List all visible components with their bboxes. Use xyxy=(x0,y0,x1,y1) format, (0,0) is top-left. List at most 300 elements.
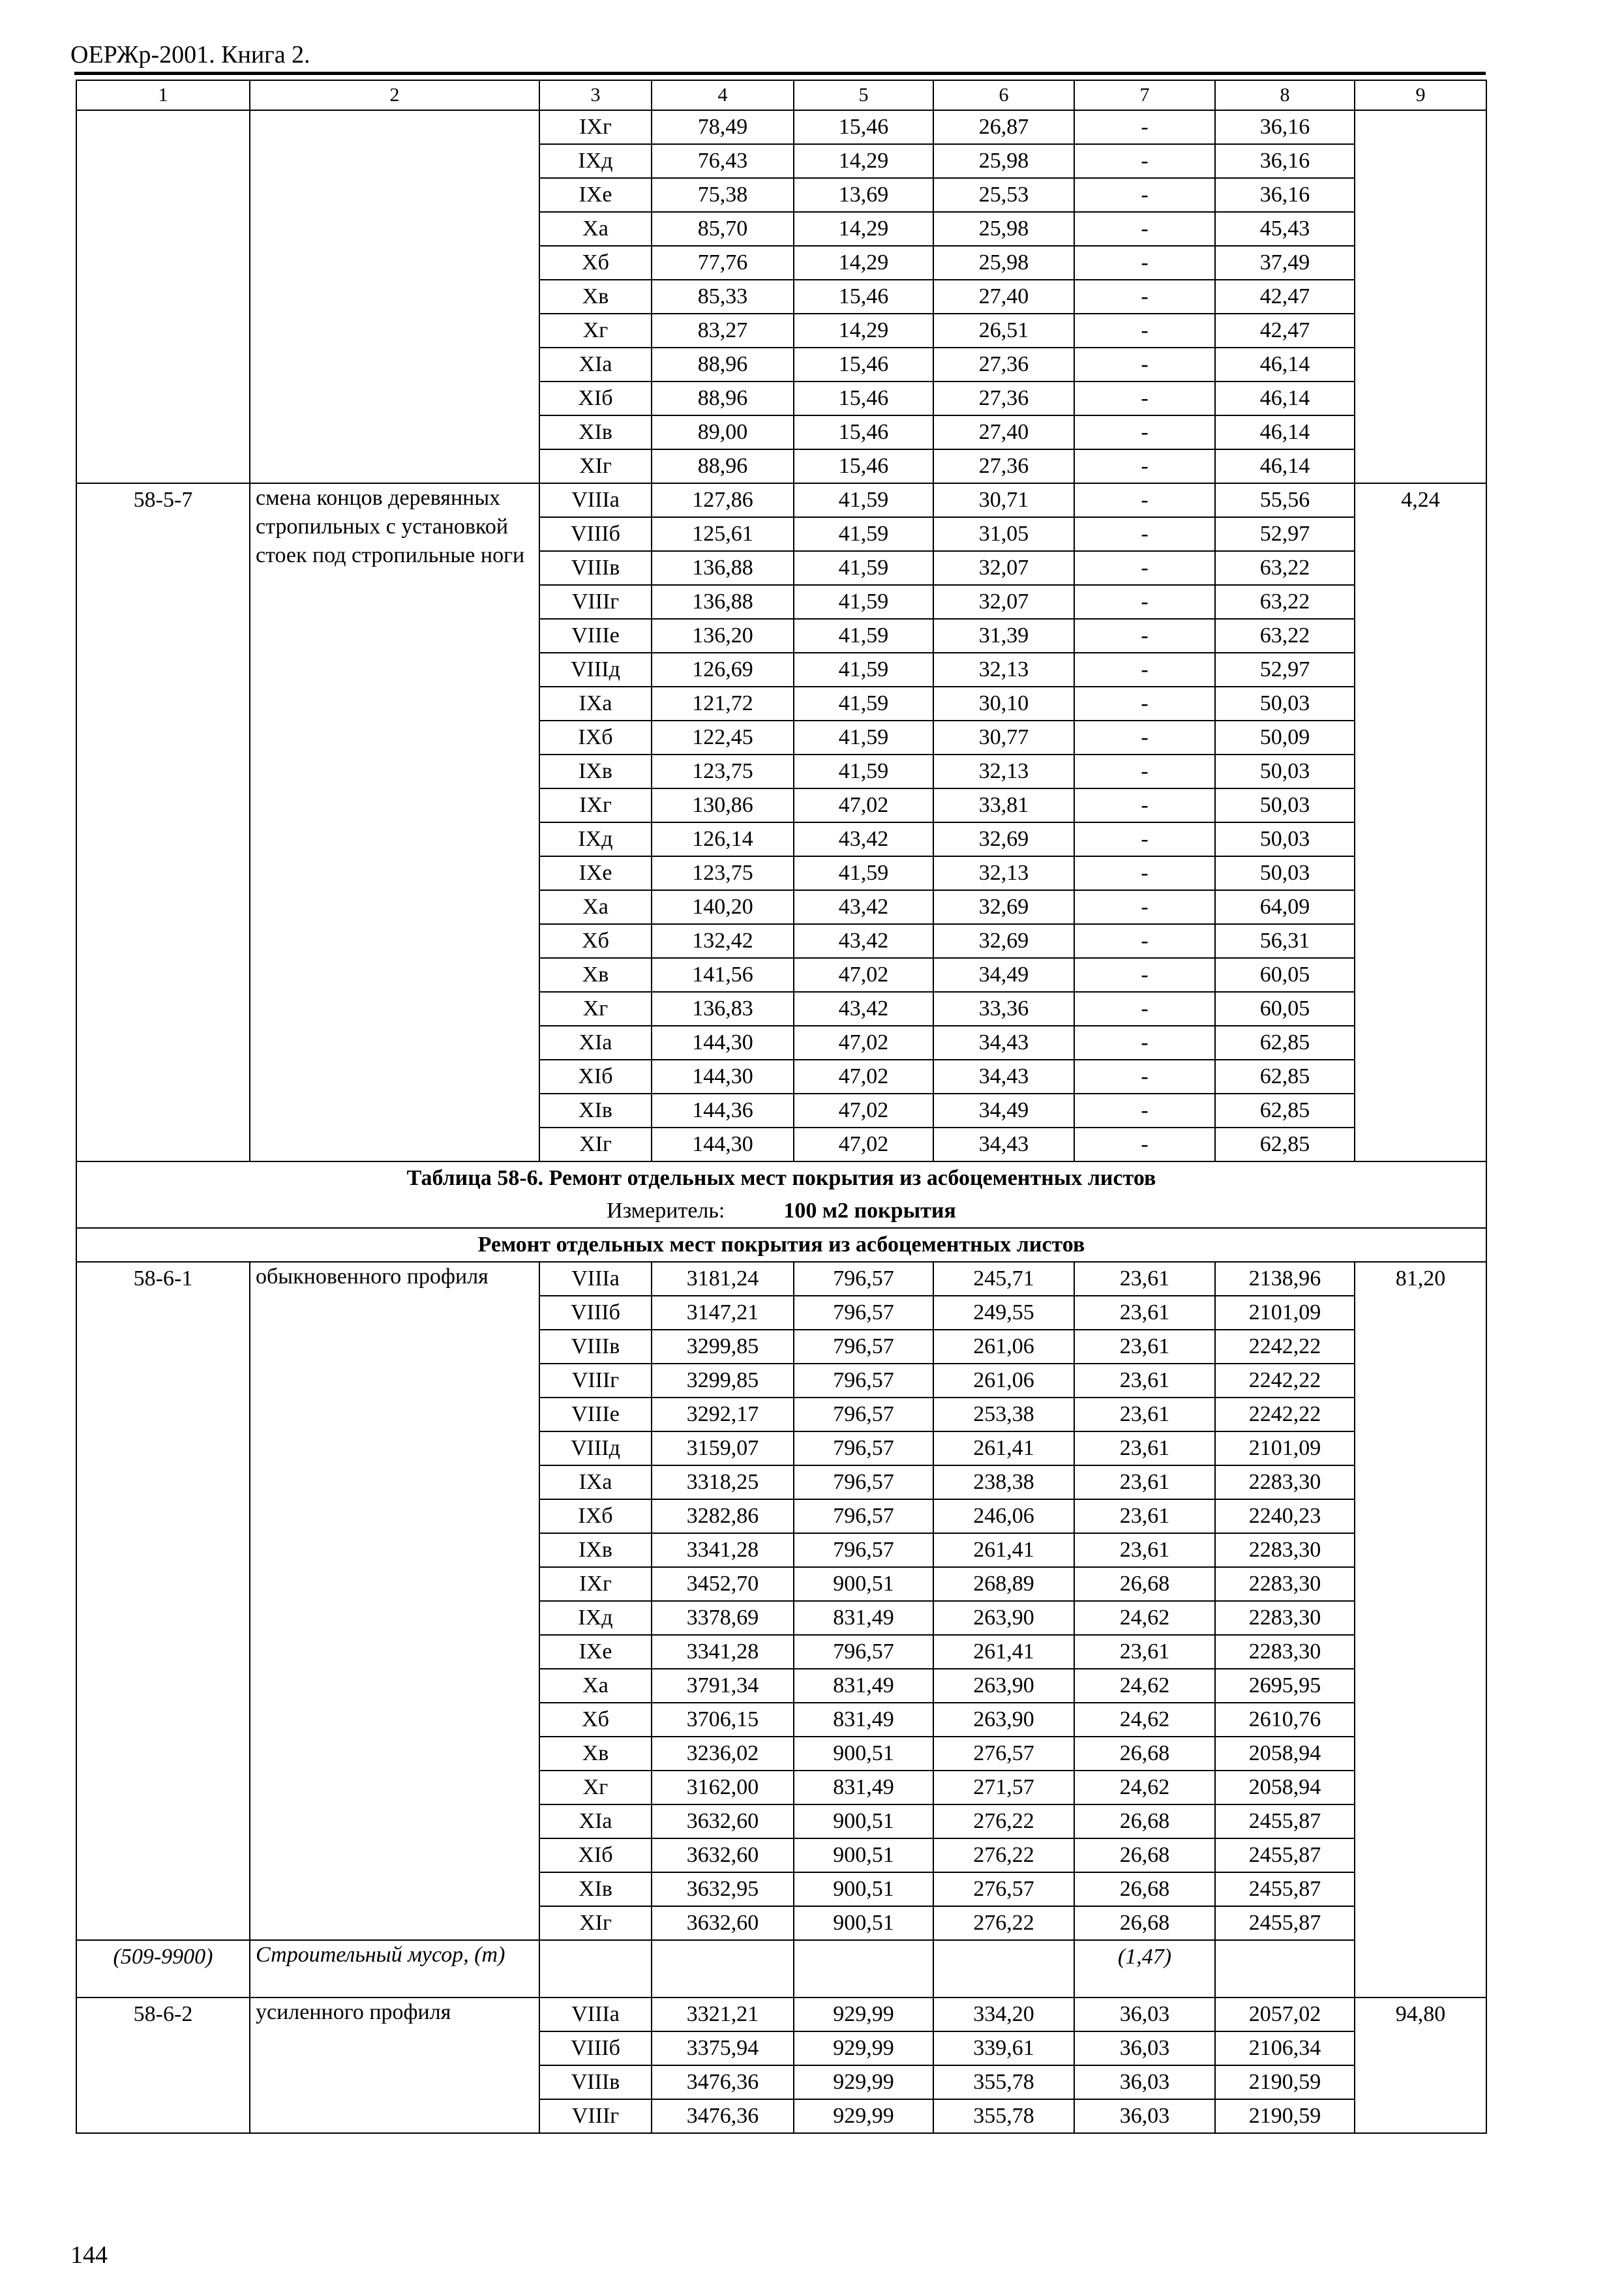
machine-cost-cell: 355,78 xyxy=(933,2065,1074,2099)
machine-cost-cell: 271,57 xyxy=(933,1771,1074,1804)
zone-cell: ХIб xyxy=(539,1060,652,1094)
machine-cost-cell: 30,77 xyxy=(933,721,1074,755)
zone-cell: VIIIг xyxy=(539,2099,652,2133)
machine-cost-cell: 30,10 xyxy=(933,687,1074,721)
item-description: обыкновенного профиля xyxy=(250,1262,539,1940)
total-cost-cell: 3632,60 xyxy=(652,1906,794,1940)
material-cost-cell: 46,14 xyxy=(1215,449,1355,483)
zone-cell: VIIIв xyxy=(539,551,652,585)
material-cost-cell: 2610,76 xyxy=(1215,1703,1355,1737)
column-number: 2 xyxy=(250,80,539,110)
labor-cost-cell: 14,29 xyxy=(794,314,933,348)
material-cost-cell: 42,47 xyxy=(1215,314,1355,348)
price-table-body xyxy=(76,80,1486,2133)
zone-cell: Ха xyxy=(539,1669,652,1703)
material-cost-cell: 2455,87 xyxy=(1215,1838,1355,1872)
machine-cost-cell: 263,90 xyxy=(933,1601,1074,1635)
zone-cell: IХа xyxy=(539,1465,652,1499)
material-cost-cell: 36,16 xyxy=(1215,144,1355,178)
material-cost-cell: 2106,34 xyxy=(1215,2031,1355,2065)
zone-cell: VIIIг xyxy=(539,1364,652,1398)
labor-cost-cell: 900,51 xyxy=(794,1838,933,1872)
operator-wage-cell: - xyxy=(1074,280,1215,314)
zone-cell: Хв xyxy=(539,958,652,992)
operator-wage-cell: - xyxy=(1074,314,1215,348)
zone-cell: ХIв xyxy=(539,415,652,449)
zone-cell: ХIа xyxy=(539,348,652,382)
labor-cost-cell: 929,99 xyxy=(794,2099,933,2133)
total-cost-cell: 3476,36 xyxy=(652,2099,794,2133)
zone-cell: IХд xyxy=(539,1601,652,1635)
total-cost-cell: 144,30 xyxy=(652,1128,794,1161)
material-cost-cell: 36,16 xyxy=(1215,178,1355,212)
empty-cell xyxy=(539,1940,652,1997)
zone-cell: VIIIг xyxy=(539,585,652,619)
machine-cost-cell: 27,36 xyxy=(933,382,1074,415)
labor-cost-cell: 14,29 xyxy=(794,144,933,178)
operator-wage-cell: 26,68 xyxy=(1074,1872,1215,1906)
material-cost-cell: 2101,09 xyxy=(1215,1296,1355,1330)
machine-cost-cell: 32,69 xyxy=(933,924,1074,958)
zone-cell: IХб xyxy=(539,721,652,755)
total-cost-cell: 125,61 xyxy=(652,517,794,551)
material-cost-cell: 50,03 xyxy=(1215,755,1355,788)
zone-cell: ХIб xyxy=(539,1838,652,1872)
operator-wage-cell: - xyxy=(1074,382,1215,415)
measure-row xyxy=(76,1195,1486,1228)
labor-cost-cell: 796,57 xyxy=(794,1398,933,1431)
section-subtitle: Ремонт отдельных мест покрытия из асбоцементных листов xyxy=(76,1228,1486,1262)
total-cost-cell: 121,72 xyxy=(652,687,794,721)
machine-cost-cell: 276,57 xyxy=(933,1872,1074,1906)
total-cost-cell: 88,96 xyxy=(652,449,794,483)
material-cost-cell: 2242,22 xyxy=(1215,1330,1355,1364)
total-cost-cell: 126,69 xyxy=(652,653,794,687)
zone-cell: ХIв xyxy=(539,1872,652,1906)
column-number: 6 xyxy=(933,80,1074,110)
machine-cost-cell: 276,57 xyxy=(933,1737,1074,1771)
machine-cost-cell: 32,13 xyxy=(933,653,1074,687)
column-number: 8 xyxy=(1215,80,1355,110)
material-cost-cell: 36,16 xyxy=(1215,110,1355,144)
operator-wage-cell: - xyxy=(1074,992,1215,1026)
machine-cost-cell: 261,41 xyxy=(933,1431,1074,1465)
total-cost-cell: 89,00 xyxy=(652,415,794,449)
labor-cost-cell: 929,99 xyxy=(794,2065,933,2099)
total-cost-cell: 126,14 xyxy=(652,822,794,856)
material-cost-cell: 46,14 xyxy=(1215,348,1355,382)
zone-cell: IХе xyxy=(539,1635,652,1669)
total-cost-cell: 3318,25 xyxy=(652,1465,794,1499)
total-cost-cell: 123,75 xyxy=(652,856,794,890)
material-cost-cell: 50,03 xyxy=(1215,822,1355,856)
material-cost-cell: 2190,59 xyxy=(1215,2065,1355,2099)
operator-wage-cell: 26,68 xyxy=(1074,1838,1215,1872)
header-rule xyxy=(74,72,1486,75)
operator-wage-cell: 24,62 xyxy=(1074,1669,1215,1703)
column-number: 3 xyxy=(539,80,652,110)
operator-wage-cell: 26,68 xyxy=(1074,1737,1215,1771)
operator-wage-cell: - xyxy=(1074,348,1215,382)
table-title-row xyxy=(76,1161,1486,1195)
labor-cost-cell: 900,51 xyxy=(794,1906,933,1940)
zone-cell: IХд xyxy=(539,822,652,856)
zone-cell: IХе xyxy=(539,178,652,212)
operator-wage-cell: 26,68 xyxy=(1074,1906,1215,1940)
material-code: (509-9900) xyxy=(76,1940,250,1997)
total-cost-cell: 3147,21 xyxy=(652,1296,794,1330)
labor-cost-cell: 15,46 xyxy=(794,449,933,483)
zone-cell: Хг xyxy=(539,1771,652,1804)
machine-cost-cell: 34,43 xyxy=(933,1060,1074,1094)
material-cost-cell: 2455,87 xyxy=(1215,1906,1355,1940)
machine-cost-cell: 33,36 xyxy=(933,992,1074,1026)
operator-wage-cell: - xyxy=(1074,856,1215,890)
machine-cost-cell: 34,43 xyxy=(933,1128,1074,1161)
material-cost-cell: 63,22 xyxy=(1215,585,1355,619)
material-cost-cell: 62,85 xyxy=(1215,1026,1355,1060)
material-cost-cell: 42,47 xyxy=(1215,280,1355,314)
labor-cost-cell: 41,59 xyxy=(794,517,933,551)
operator-wage-cell: 23,61 xyxy=(1074,1635,1215,1669)
extra-column-value: 81,20 xyxy=(1355,1262,1486,1997)
operator-wage-cell: - xyxy=(1074,822,1215,856)
total-cost-cell: 3632,60 xyxy=(652,1804,794,1838)
zone-cell: Хг xyxy=(539,992,652,1026)
machine-cost-cell: 32,07 xyxy=(933,585,1074,619)
operator-wage-cell: - xyxy=(1074,415,1215,449)
zone-cell: VIIIа xyxy=(539,1262,652,1296)
labor-cost-cell: 831,49 xyxy=(794,1601,933,1635)
material-cost-cell: 50,09 xyxy=(1215,721,1355,755)
labor-cost-cell: 14,29 xyxy=(794,246,933,280)
labor-cost-cell: 14,29 xyxy=(794,212,933,246)
total-cost-cell: 88,96 xyxy=(652,382,794,415)
labor-cost-cell: 831,49 xyxy=(794,1703,933,1737)
machine-cost-cell: 355,78 xyxy=(933,2099,1074,2133)
total-cost-cell: 136,20 xyxy=(652,619,794,653)
total-cost-cell: 3159,07 xyxy=(652,1431,794,1465)
total-cost-cell: 141,56 xyxy=(652,958,794,992)
labor-cost-cell: 900,51 xyxy=(794,1567,933,1601)
zone-cell: VIIIб xyxy=(539,2031,652,2065)
zone-cell: IХд xyxy=(539,144,652,178)
machine-cost-cell: 246,06 xyxy=(933,1499,1074,1533)
labor-cost-cell: 41,59 xyxy=(794,856,933,890)
machine-cost-cell: 276,22 xyxy=(933,1906,1074,1940)
machine-cost-cell: 263,90 xyxy=(933,1703,1074,1737)
table-title: Таблица 58-6. Ремонт отдельных мест покрытия из асбоцементных листов xyxy=(76,1161,1486,1195)
zone-cell: IХб xyxy=(539,1499,652,1533)
material-cost-cell: 56,31 xyxy=(1215,924,1355,958)
operator-wage-cell: - xyxy=(1074,517,1215,551)
table-row xyxy=(76,483,1486,517)
total-cost-cell: 3378,69 xyxy=(652,1601,794,1635)
zone-cell: VIIIв xyxy=(539,1330,652,1364)
empty-cell xyxy=(794,1940,933,1997)
labor-cost-cell: 43,42 xyxy=(794,890,933,924)
machine-cost-cell: 276,22 xyxy=(933,1804,1074,1838)
total-cost-cell: 144,30 xyxy=(652,1026,794,1060)
item-code: 58-6-1 xyxy=(76,1262,250,1940)
total-cost-cell: 3236,02 xyxy=(652,1737,794,1771)
total-cost-cell: 83,27 xyxy=(652,314,794,348)
operator-wage-cell: 23,61 xyxy=(1074,1431,1215,1465)
labor-cost-cell: 41,59 xyxy=(794,721,933,755)
labor-cost-cell: 41,59 xyxy=(794,585,933,619)
zone-cell: Хг xyxy=(539,314,652,348)
zone-cell: ХIг xyxy=(539,449,652,483)
operator-wage-cell: - xyxy=(1074,1060,1215,1094)
labor-cost-cell: 796,57 xyxy=(794,1533,933,1567)
machine-cost-cell: 32,69 xyxy=(933,890,1074,924)
material-cost-cell: 2242,22 xyxy=(1215,1398,1355,1431)
total-cost-cell: 76,43 xyxy=(652,144,794,178)
machine-cost-cell: 334,20 xyxy=(933,1997,1074,2031)
machine-cost-cell: 238,38 xyxy=(933,1465,1074,1499)
operator-wage-cell: 23,61 xyxy=(1074,1262,1215,1296)
extra-column-value: 94,80 xyxy=(1355,1997,1486,2133)
total-cost-cell: 136,88 xyxy=(652,585,794,619)
machine-cost-cell: 25,53 xyxy=(933,178,1074,212)
total-cost-cell: 3299,85 xyxy=(652,1364,794,1398)
labor-cost-cell: 41,59 xyxy=(794,551,933,585)
machine-cost-cell: 32,13 xyxy=(933,856,1074,890)
zone-cell: Хб xyxy=(539,924,652,958)
operator-wage-cell: - xyxy=(1074,212,1215,246)
operator-wage-cell: - xyxy=(1074,653,1215,687)
item-description: усиленного профиля xyxy=(250,1997,539,2133)
total-cost-cell: 3632,60 xyxy=(652,1838,794,1872)
material-cost-cell: 55,56 xyxy=(1215,483,1355,517)
total-cost-cell: 88,96 xyxy=(652,348,794,382)
zone-cell: Ха xyxy=(539,890,652,924)
labor-cost-cell: 831,49 xyxy=(794,1669,933,1703)
total-cost-cell: 3162,00 xyxy=(652,1771,794,1804)
table-row xyxy=(76,1997,1486,2031)
material-cost-cell: 2058,94 xyxy=(1215,1771,1355,1804)
machine-cost-cell: 261,06 xyxy=(933,1364,1074,1398)
operator-wage-cell: - xyxy=(1074,178,1215,212)
machine-cost-cell: 26,51 xyxy=(933,314,1074,348)
total-cost-cell: 75,38 xyxy=(652,178,794,212)
operator-wage-cell: 36,03 xyxy=(1074,2065,1215,2099)
operator-wage-cell: 36,03 xyxy=(1074,2031,1215,2065)
machine-cost-cell: 32,07 xyxy=(933,551,1074,585)
total-cost-cell: 3706,15 xyxy=(652,1703,794,1737)
labor-cost-cell: 831,49 xyxy=(794,1771,933,1804)
zone-cell: VIIIд xyxy=(539,1431,652,1465)
machine-cost-cell: 268,89 xyxy=(933,1567,1074,1601)
material-cost-cell: 62,85 xyxy=(1215,1060,1355,1094)
total-cost-cell: 85,70 xyxy=(652,212,794,246)
operator-wage-cell: - xyxy=(1074,585,1215,619)
labor-cost-cell: 47,02 xyxy=(794,1060,933,1094)
total-cost-cell: 3321,21 xyxy=(652,1997,794,2031)
total-cost-cell: 127,86 xyxy=(652,483,794,517)
operator-wage-cell: - xyxy=(1074,721,1215,755)
total-cost-cell: 77,76 xyxy=(652,246,794,280)
operator-wage-cell: - xyxy=(1074,890,1215,924)
total-cost-cell: 132,42 xyxy=(652,924,794,958)
machine-cost-cell: 32,13 xyxy=(933,755,1074,788)
table-row xyxy=(76,1262,1486,1296)
total-cost-cell: 3181,24 xyxy=(652,1262,794,1296)
machine-cost-cell: 253,38 xyxy=(933,1398,1074,1431)
zone-cell: Хв xyxy=(539,280,652,314)
zone-cell: VIIIе xyxy=(539,1398,652,1431)
column-number: 1 xyxy=(76,80,250,110)
material-cost-cell: 46,14 xyxy=(1215,382,1355,415)
zone-cell: Ха xyxy=(539,212,652,246)
labor-cost-cell: 15,46 xyxy=(794,110,933,144)
labor-cost-cell: 929,99 xyxy=(794,2031,933,2065)
labor-cost-cell: 796,57 xyxy=(794,1296,933,1330)
labor-cost-cell: 41,59 xyxy=(794,687,933,721)
total-cost-cell: 136,88 xyxy=(652,551,794,585)
zone-cell: IХг xyxy=(539,1567,652,1601)
machine-cost-cell: 34,49 xyxy=(933,958,1074,992)
material-cost-cell: 2240,23 xyxy=(1215,1499,1355,1533)
material-cost-cell: 2242,22 xyxy=(1215,1364,1355,1398)
total-cost-cell: 85,33 xyxy=(652,280,794,314)
machine-cost-cell: 276,22 xyxy=(933,1838,1074,1872)
operator-wage-cell: - xyxy=(1074,246,1215,280)
labor-cost-cell: 41,59 xyxy=(794,619,933,653)
column-number: 4 xyxy=(652,80,794,110)
item-description: смена концов деревянных стропильных с установкой стоек под стропильные ноги xyxy=(250,483,539,1161)
labor-cost-cell: 15,46 xyxy=(794,348,933,382)
machine-cost-cell: 27,40 xyxy=(933,280,1074,314)
material-cost-cell: 46,14 xyxy=(1215,415,1355,449)
column-number: 7 xyxy=(1074,80,1215,110)
labor-cost-cell: 47,02 xyxy=(794,1026,933,1060)
column-number: 9 xyxy=(1355,80,1486,110)
price-table xyxy=(76,80,1487,2134)
total-cost-cell: 3632,95 xyxy=(652,1872,794,1906)
operator-wage-cell: 36,03 xyxy=(1074,1997,1215,2031)
material-cost-cell: 60,05 xyxy=(1215,992,1355,1026)
machine-cost-cell: 261,41 xyxy=(933,1533,1074,1567)
machine-cost-cell: 27,40 xyxy=(933,415,1074,449)
material-cost-cell: 2283,30 xyxy=(1215,1533,1355,1567)
total-cost-cell: 3341,28 xyxy=(652,1635,794,1669)
labor-cost-cell: 43,42 xyxy=(794,924,933,958)
zone-cell: Хб xyxy=(539,246,652,280)
labor-cost-cell: 796,57 xyxy=(794,1465,933,1499)
zone-cell: ХIб xyxy=(539,382,652,415)
machine-cost-cell: 30,71 xyxy=(933,483,1074,517)
material-description: Строительный мусор, (т) xyxy=(250,1940,539,1997)
material-cost-cell: 2283,30 xyxy=(1215,1635,1355,1669)
machine-cost-cell: 33,81 xyxy=(933,788,1074,822)
labor-cost-cell: 41,59 xyxy=(794,483,933,517)
total-cost-cell: 123,75 xyxy=(652,755,794,788)
material-cost-cell: 2138,96 xyxy=(1215,1262,1355,1296)
operator-wage-cell: 24,62 xyxy=(1074,1703,1215,1737)
material-cost-cell: 2455,87 xyxy=(1215,1804,1355,1838)
material-cost-cell: 63,22 xyxy=(1215,551,1355,585)
material-cost-cell: 50,03 xyxy=(1215,856,1355,890)
total-cost-cell: 3299,85 xyxy=(652,1330,794,1364)
total-cost-cell: 3791,34 xyxy=(652,1669,794,1703)
material-quantity: (1,47) xyxy=(1074,1940,1215,1997)
zone-cell: Хв xyxy=(539,1737,652,1771)
machine-cost-cell: 34,49 xyxy=(933,1094,1074,1128)
column-number-row xyxy=(76,80,1486,110)
description-cell xyxy=(250,110,539,483)
labor-cost-cell: 796,57 xyxy=(794,1262,933,1296)
total-cost-cell: 3341,28 xyxy=(652,1533,794,1567)
operator-wage-cell: - xyxy=(1074,110,1215,144)
total-cost-cell: 122,45 xyxy=(652,721,794,755)
operator-wage-cell: - xyxy=(1074,755,1215,788)
machine-cost-cell: 26,87 xyxy=(933,110,1074,144)
material-cost-cell: 63,22 xyxy=(1215,619,1355,653)
material-cost-cell: 62,85 xyxy=(1215,1128,1355,1161)
labor-cost-cell: 796,57 xyxy=(794,1635,933,1669)
labor-cost-cell: 796,57 xyxy=(794,1330,933,1364)
operator-wage-cell: 24,62 xyxy=(1074,1771,1215,1804)
labor-cost-cell: 47,02 xyxy=(794,788,933,822)
labor-cost-cell: 43,42 xyxy=(794,992,933,1026)
operator-wage-cell: 23,61 xyxy=(1074,1398,1215,1431)
labor-cost-cell: 796,57 xyxy=(794,1364,933,1398)
operator-wage-cell: - xyxy=(1074,449,1215,483)
zone-cell: IХв xyxy=(539,755,652,788)
operator-wage-cell: - xyxy=(1074,144,1215,178)
extra-column-value: 4,24 xyxy=(1355,483,1486,1161)
zone-cell: ХIг xyxy=(539,1906,652,1940)
labor-cost-cell: 41,59 xyxy=(794,755,933,788)
material-cost-cell: 2057,02 xyxy=(1215,1997,1355,2031)
zone-cell: ХIв xyxy=(539,1094,652,1128)
machine-cost-cell: 261,41 xyxy=(933,1635,1074,1669)
labor-cost-cell: 900,51 xyxy=(794,1804,933,1838)
labor-cost-cell: 43,42 xyxy=(794,822,933,856)
machine-cost-cell: 339,61 xyxy=(933,2031,1074,2065)
zone-cell: IХа xyxy=(539,687,652,721)
labor-cost-cell: 796,57 xyxy=(794,1499,933,1533)
subtitle-row xyxy=(76,1228,1486,1262)
item-code: 58-6-2 xyxy=(76,1997,250,2133)
labor-cost-cell: 796,57 xyxy=(794,1431,933,1465)
material-cost-cell: 2058,94 xyxy=(1215,1737,1355,1771)
operator-wage-cell: 23,61 xyxy=(1074,1364,1215,1398)
machine-cost-cell: 31,39 xyxy=(933,619,1074,653)
zone-cell: IХв xyxy=(539,1533,652,1567)
extra-column-cell xyxy=(1355,110,1486,483)
operator-wage-cell: 23,61 xyxy=(1074,1533,1215,1567)
measure-cell xyxy=(76,1195,1486,1228)
zone-cell: IХг xyxy=(539,110,652,144)
machine-cost-cell: 27,36 xyxy=(933,449,1074,483)
machine-cost-cell: 25,98 xyxy=(933,212,1074,246)
machine-cost-cell: 34,43 xyxy=(933,1026,1074,1060)
operator-wage-cell: 23,61 xyxy=(1074,1465,1215,1499)
operator-wage-cell: 24,62 xyxy=(1074,1601,1215,1635)
labor-cost-cell: 13,69 xyxy=(794,178,933,212)
zone-cell: VIIIе xyxy=(539,619,652,653)
operator-wage-cell: - xyxy=(1074,924,1215,958)
table-row xyxy=(76,110,1486,144)
zone-cell: ХIа xyxy=(539,1026,652,1060)
material-cost-cell: 60,05 xyxy=(1215,958,1355,992)
zone-cell: IХг xyxy=(539,788,652,822)
zone-cell: VIIIд xyxy=(539,653,652,687)
material-cost-cell: 52,97 xyxy=(1215,517,1355,551)
total-cost-cell: 78,49 xyxy=(652,110,794,144)
